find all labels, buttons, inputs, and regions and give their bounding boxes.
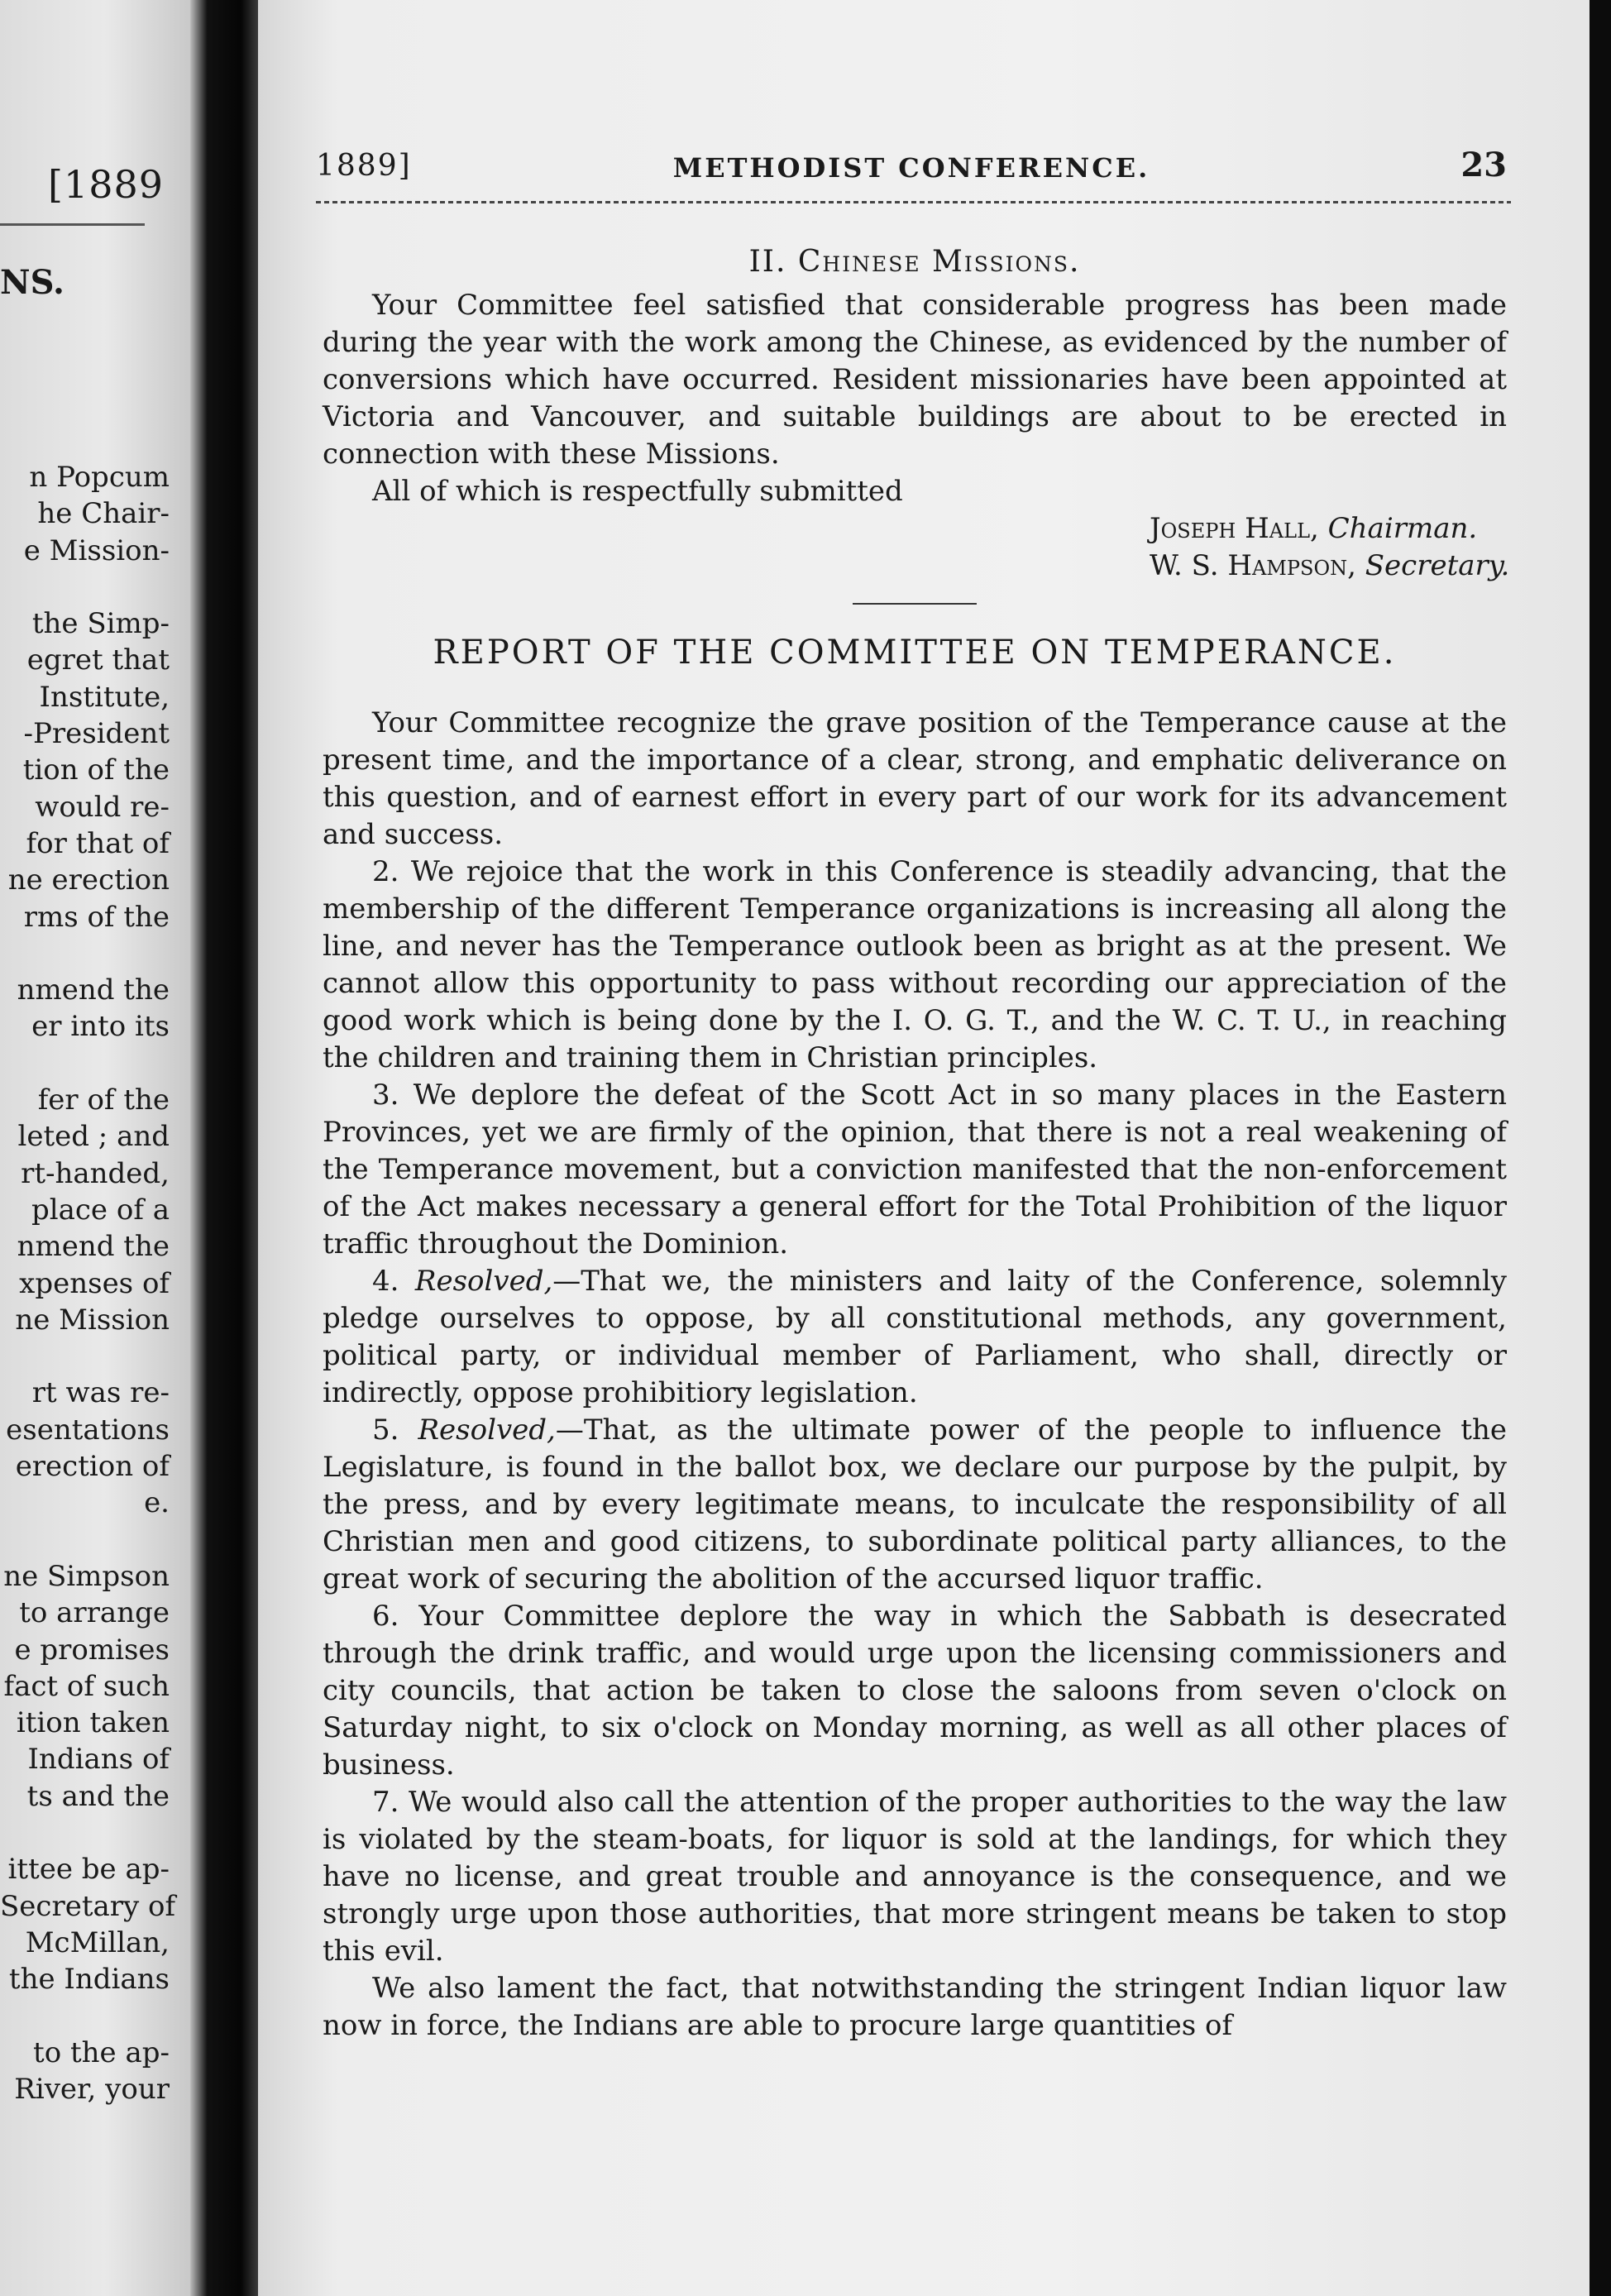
right-page [258, 0, 1589, 2296]
page-body [323, 243, 1510, 2045]
left-page-line: the Simp- [31, 607, 170, 641]
left-page-line [0, 1815, 170, 1851]
left-page-line: fact of such [3, 1669, 170, 1703]
left-page-line: to the ap- [33, 2035, 170, 2069]
p5-resolved: Resolved, [418, 1413, 556, 1447]
left-page-line: -President [23, 717, 170, 751]
left-page-line: ne erection [7, 863, 170, 897]
left-page-line: er into its [31, 1010, 170, 1044]
left-page-line: McMillan, [25, 1925, 170, 1959]
left-page-line: rms of the [23, 900, 170, 934]
left-page-line: to arrange [19, 1596, 170, 1630]
left-header-rule [0, 223, 145, 226]
left-page-line: n Popcum [29, 461, 170, 494]
left-page-line: xpenses of [19, 1266, 170, 1300]
temperance-paragraph-8: We also lament the fact, that notwithstanding the stringent Indian liquor law now in force, the Indians are able to procure large quantities of [323, 1972, 1507, 2042]
left-page-line [0, 935, 170, 972]
section-separator [853, 603, 977, 605]
left-page-line: Indians of [27, 1743, 170, 1777]
chairman-title: Chairman. [1327, 512, 1478, 545]
left-page-line: e. [144, 1486, 170, 1520]
temperance-paragraph-1: Your Committee recognize the grave position of the Temperance cause at the present time, and the importance of a clear, strong, and emphatic deliverance on this question, and of earnest effort in every part of our work for its advancement and success. [323, 706, 1507, 851]
left-page-line: rt was re- [31, 1376, 170, 1410]
submitted-line: All of which is respectfully submitted [372, 475, 903, 508]
left-page-line [0, 569, 170, 605]
left-page-line: Institute, [39, 680, 170, 714]
left-page-line: the Indians [8, 1963, 170, 1997]
right-edge-shadow [1589, 0, 1611, 2296]
page-number: 23 [1460, 146, 1507, 184]
chairman-signature [323, 510, 1507, 548]
left-page-line: ne Mission [15, 1303, 170, 1337]
left-page-line: fer of the [37, 1083, 170, 1117]
left-page-line: ittee be ap- [7, 1853, 170, 1887]
left-page-line: Secretary of [0, 1889, 176, 1923]
left-page-line: would re- [35, 790, 170, 824]
left-page-line: River, your [14, 2073, 170, 2107]
left-page-line: nmend the [17, 973, 170, 1007]
left-page-line: ition taken [16, 1706, 170, 1740]
left-page-line [0, 1997, 170, 2034]
header-year: 1889] [316, 149, 412, 183]
p5-text: —That, as the ultimate power of the people to influence the Legislature, is found in the ballot box, we declare our purpose by the pulpit, by the press, and by every legitimate means, to inculcate the responsibility of all Christian men and good citizens, to subordinate political party alliances, to the great work of securing the abolition of the accursed liquor traffic. [323, 1413, 1507, 1595]
secretary-title: Secretary. [1365, 549, 1510, 582]
left-page-line [0, 1522, 170, 1558]
left-page-line: esentations [6, 1413, 170, 1447]
left-page-year: [1889 [48, 162, 165, 207]
secretary-name: W. S. Hampson, [1150, 549, 1356, 582]
left-page-line: ts and the [26, 1779, 170, 1813]
chinese-missions-title: II. Chinese Missions. [748, 245, 1081, 279]
left-page-line: tion of the [22, 753, 170, 787]
p4-resolved: Resolved, [414, 1265, 553, 1298]
p4-number: 4. [372, 1265, 399, 1298]
left-page-line [0, 1045, 170, 1082]
chairman-name: Joseph Hall, [1150, 512, 1319, 545]
left-page-line: erection of [15, 1450, 170, 1484]
left-page-line: e Mission- [23, 533, 170, 567]
temperance-paragraph-7: 7. We would also call the attention of the proper authorities to the way the law is violated by the steam-boats, for liquor is sold at the landings, for which they have no license, and great trouble and annoyance is the consequence, and we strongly urge upon those authorities, that more stringent means be taken to stop this evil. [323, 1786, 1507, 1968]
left-page-line: leted ; and [17, 1120, 170, 1154]
left-page-line: for that of [26, 826, 170, 860]
temperance-paragraph-3: 3. We deplore the defeat of the Scott Act in so many places in the Eastern Provinces, yet we are firmly of the opinion, that there is not a real weakening of the Temperance movement, but a conviction manifested that the non-enforcement of the Act makes necessary a general effort for the Total Prohibition of the liquor traffic throughout the Dominion. [323, 1079, 1507, 1260]
left-page-lines [0, 459, 176, 2107]
left-page-line: egret that [26, 643, 170, 677]
p4-text: —That we, the ministers and laity of the Conference, solemnly pledge ourselves to oppose, by all constitutional methods, any government, political party, or individual member of Parliament, who shall, directly or indirectly, oppose prohibitiory legislation. [323, 1265, 1507, 1409]
temperance-paragraph-6: 6. Your Committee deplore the way in which the Sabbath is desecrated through the drink traffic, and would urge upon the licensing commissioners and city councils, that action be taken to close the saloons from seven o'clock on Saturday night, to six o'clock on Monday morning, as well as all other places of business. [323, 1600, 1507, 1782]
left-heading-fragment: NS. [0, 263, 65, 302]
secretary-signature [323, 548, 1510, 585]
temperance-report-title: REPORT OF THE COMMITTEE ON TEMPERANCE. [433, 634, 1397, 672]
left-page-line [0, 1338, 170, 1375]
left-page-line: rt-handed, [21, 1156, 170, 1190]
left-page-fragment [0, 0, 190, 2296]
chinese-missions-paragraph: Your Committee feel satisfied that considerable progress has been made during the year with the work among the Chinese, as evidenced by the number of conversions which have occurred. Resident missionaries have been appointed at Victoria and Vancouver, and suitable buildings are about to be erected in connection with these Missions. [323, 289, 1507, 471]
left-page-line: place of a [31, 1193, 170, 1227]
header-rule [316, 201, 1511, 203]
header-title: METHODIST CONFERENCE. [672, 152, 1150, 184]
temperance-paragraph-5 [323, 1412, 1507, 1598]
temperance-paragraph-2: 2. We rejoice that the work in this Conference is steadily advancing, that the membership of the different Temperance organizations is increasing all along the line, and never has the Temperance outlook been as bright as at the present. We cannot allow this opportunity to pass without recording our appreciation of the good work which is being done by the I. O. G. T., and the W. C. T. U., in reaching the children and training them in Christian principles. [323, 855, 1507, 1074]
left-page-line: he Chair- [37, 497, 170, 531]
book-gutter [190, 0, 258, 2296]
left-page-line: ne Simpson [3, 1559, 170, 1593]
left-page-line: nmend the [17, 1230, 170, 1264]
temperance-paragraph-4 [323, 1263, 1507, 1412]
page-header [316, 146, 1507, 195]
p5-number: 5. [372, 1413, 399, 1447]
left-page-line: e promises [14, 1633, 170, 1667]
